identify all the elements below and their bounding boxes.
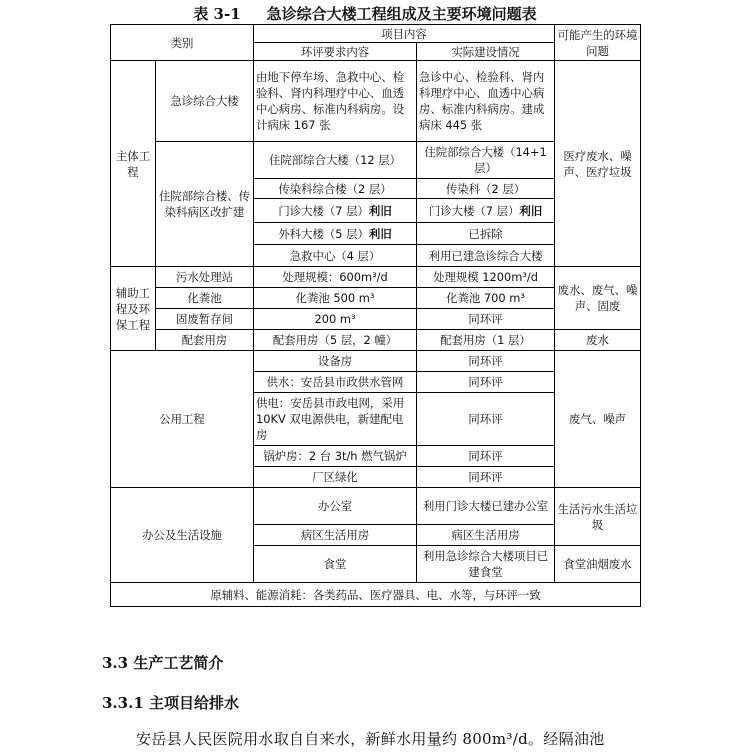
aux-label-1: 化粪池 — [156, 288, 254, 309]
header-possible-issues: 可能产生的环境问题 — [555, 25, 641, 61]
office-label: 办公及生活设施 — [111, 488, 254, 583]
header-project-content: 项目内容 — [254, 25, 555, 43]
office-actual-1: 病区生活用房 — [417, 525, 555, 546]
aux-actual-2: 同环评 — [417, 309, 555, 330]
table-row — [111, 330, 641, 351]
aux-actual-0: 处理规模 1200m³/d — [417, 267, 555, 288]
office-issues-2: 食堂油烟废水 — [555, 546, 641, 583]
body-paragraph: 安岳县人民医院用水取自自来水，新鲜水用量约 800m³/d。经隔油池 — [136, 730, 605, 748]
public-actual-4: 同环评 — [417, 467, 555, 488]
expansion-eia-4: 急救中心（4 层） — [254, 245, 417, 267]
office-actual-0: 利用门诊大楼已建办公室 — [417, 488, 555, 525]
caption-number: 表 3-1 — [193, 5, 241, 23]
public-actual-1: 同环评 — [417, 372, 555, 393]
environment-table — [110, 24, 641, 607]
header-category: 类别 — [111, 25, 254, 61]
aux-eia-0: 处理规模：600m³/d — [254, 267, 417, 288]
public-eia-0: 设备房 — [254, 351, 417, 372]
emergency-building-eia: 由地下停车场、急救中心、检验科、肾内科理疗中心、血透中心病房、标准内科病房。设计病床 167 张 — [254, 61, 417, 142]
office-eia-1: 病区生活用房 — [254, 525, 417, 546]
public-eia-2: 供电：安岳县市政电网，采用 10KV 双电源供电，新建配电房 — [254, 393, 417, 446]
office-issues-0: 生活污水生活垃圾 — [555, 488, 641, 546]
expansion-actual-3: 已拆除 — [417, 223, 555, 245]
office-actual-2: 利用急诊综合大楼项目已建食堂 — [417, 546, 555, 583]
supporting-actual: 配套用房（1 层） — [417, 330, 555, 351]
supporting-label: 配套用房 — [156, 330, 254, 351]
public-issues: 废气、噪声 — [555, 351, 641, 488]
public-eia-3: 锅炉房：2 台 3t/h 燃气锅炉 — [254, 446, 417, 467]
footer-row: 原辅料、能源消耗：各类药品、医疗器具、电、水等，与环评一致 — [111, 583, 641, 607]
aux-eia-2: 200 m³ — [254, 309, 417, 330]
aux-eia-1: 化粪池 500 m³ — [254, 288, 417, 309]
caption-title: 急诊综合大楼工程组成及主要环境问题表 — [266, 5, 537, 23]
expansion-eia-0: 住院部综合大楼（12 层） — [254, 142, 417, 179]
public-eia-4: 厂区绿化 — [254, 467, 417, 488]
table-row — [111, 267, 641, 288]
expansion-eia-1: 传染科综合楼（2 层） — [254, 179, 417, 199]
header-row — [111, 25, 641, 43]
header-eia: 环评要求内容 — [254, 43, 417, 61]
public-actual-2: 同环评 — [417, 393, 555, 446]
public-actual-0: 同环评 — [417, 351, 555, 372]
emergency-building-label: 急诊综合大楼 — [156, 61, 254, 142]
aux-label-0: 污水处理站 — [156, 267, 254, 288]
header-actual: 实际建设情况 — [417, 43, 555, 61]
table-row — [111, 583, 641, 607]
supporting-eia: 配套用房（5 层，2 幢） — [254, 330, 417, 351]
expansion-actual-2: 门诊大楼（7 层）利旧 — [417, 199, 555, 223]
public-eia-1: 供水：安岳县市政供水管网 — [254, 372, 417, 393]
expansion-eia-3: 外科大楼（5 层）利旧 — [254, 223, 417, 245]
table-row — [111, 488, 641, 525]
aux-label-2: 固废暂存间 — [156, 309, 254, 330]
auxiliary-label: 辅助工程及环保工程 — [111, 267, 156, 351]
expansion-actual-4: 利用已建急诊综合大楼 — [417, 245, 555, 267]
aux-actual-1: 化粪池 700 m³ — [417, 288, 555, 309]
table-caption — [0, 3, 730, 24]
section-heading-3-3: 3.3 生产工艺简介 — [102, 654, 224, 672]
expansion-label: 住院部综合楼、传染科病区改扩建 — [156, 142, 254, 267]
public-actual-3: 同环评 — [417, 446, 555, 467]
expansion-eia-2: 门诊大楼（7 层）利旧 — [254, 199, 417, 223]
public-label: 公用工程 — [111, 351, 254, 488]
table-row — [111, 61, 641, 142]
office-eia-0: 办公室 — [254, 488, 417, 525]
table-row — [111, 351, 641, 372]
auxiliary-issues: 废水、废气、噪声、固废 — [555, 267, 641, 330]
main-engineering-issues: 医疗废水、噪声、医疗垃圾 — [555, 61, 641, 267]
section-heading-3-3-1: 3.3.1 主项目给排水 — [102, 694, 239, 712]
expansion-actual-1: 传染科（2 层） — [417, 179, 555, 199]
emergency-building-actual: 急诊中心、检验科、肾内科理疗中心、血透中心病房、标准内科病房。建成病床 445 张 — [417, 61, 555, 142]
office-eia-2: 食堂 — [254, 546, 417, 583]
supporting-issues: 废水 — [555, 330, 641, 351]
main-engineering-label: 主体工程 — [111, 61, 156, 267]
expansion-actual-0: 住院部综合大楼（14+1 层） — [417, 142, 555, 179]
